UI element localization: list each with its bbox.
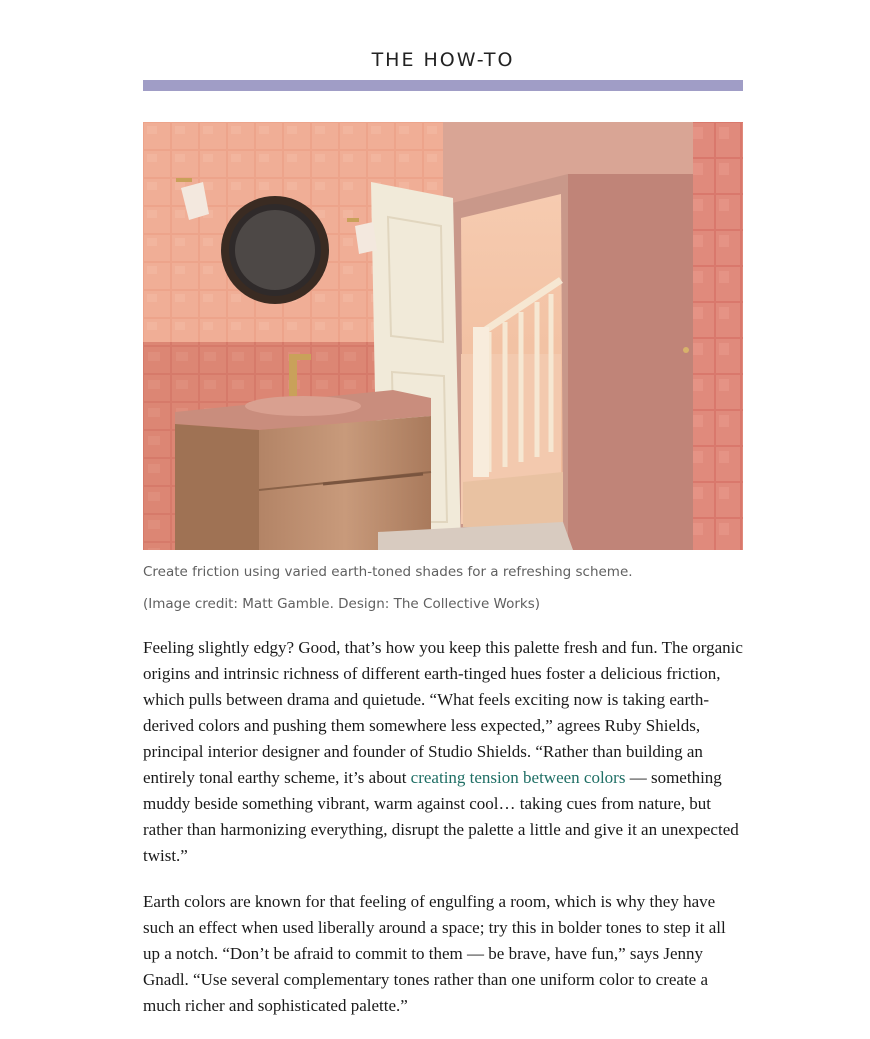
paragraph-1 [143,635,743,869]
bathroom-photo [143,122,743,550]
article-body [143,635,743,1019]
paragraph-2: Earth colors are known for that feeling of engulfing a room, which is why they have such an effect when used liberally around a space; try this in bolder tones to step it all up a notch. “Don’t be afraid to commit to them — be brave, have fun,” says Jenny Gnadl. “Use several complementary tones rather than one uniform color to create a much richer and sophisticated palette.” [143,892,726,1015]
bathroom-photo-illustration [143,122,743,550]
section-heading: THE HOW-TO [371,49,515,71]
image-caption: Create friction using varied earth-toned shades for a refreshing scheme. [143,564,633,580]
article-column [143,0,743,1039]
creating-tension-link[interactable]: creating tension between colors [410,768,626,787]
image-credit: (Image credit: Matt Gamble. Design: The Collective Works) [143,596,541,612]
paragraph-1-text-end: — something muddy beside something vibrant, warm against cool… taking cues from nature, but rather than harmonizing everything, disrupt the palette a little and give it an unexpected twist.” [143,768,739,865]
paragraph-1-text: Feeling slightly edgy? Good, that’s how you keep this palette fresh and fun. The organic origins and intrinsic richness of different earth-tinged hues foster a delicious friction, which pulls between drama and quietude. “What feels exciting now is taking earth-derived colors and pushing them somewhere less expected,” agrees Ruby Shields, principal interior designer and founder of Studio Shields. “Rather than building an entirely tonal earthy scheme, it’s about [143,638,743,787]
heading-rule [143,80,743,91]
